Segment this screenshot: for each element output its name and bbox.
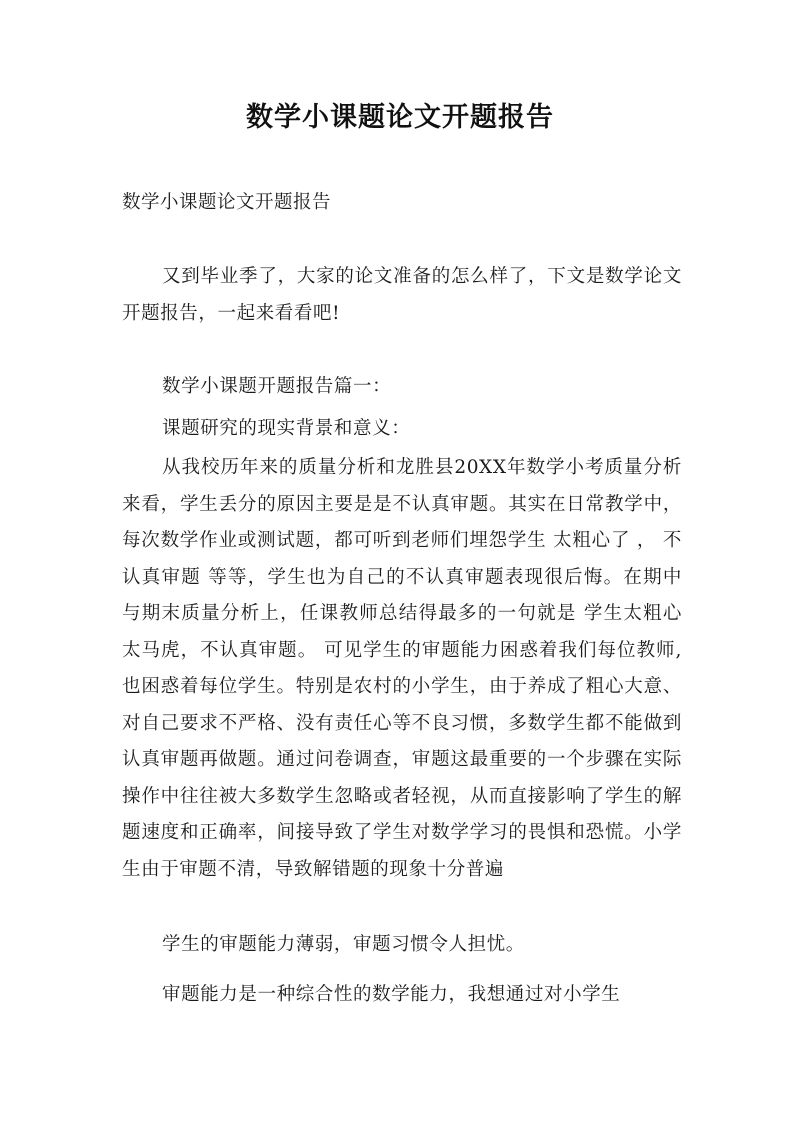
document-title: 数学小课题论文开题报告 xyxy=(246,102,554,133)
paragraph-line: 学生的审题能力薄弱，审题习惯令人担忧。 xyxy=(162,934,525,955)
document-subtitle: 数学小课题论文开题报告 xyxy=(122,192,332,213)
intro-paragraph xyxy=(122,258,682,332)
subsection-heading: 课题研究的现实背景和意义： xyxy=(162,418,411,439)
main-paragraph-text: 从我校历年来的质量分析和龙胜县20XX年数学小考质量分析来看，学生丢分的原因主要是是不认真审题。其实在日常教学中，每次数学作业或测试题，都可听到老师们埋怨学生 太粗心了 ， 不认真审题 等等，学生也为自己的不认真审题表现很后悔。在期中与期末质量分析上，任课教师总结得最多的一句就是 学生太粗心太马虎，不认真审题。 可见学生的审题能力困惑着我们每位教师,也困惑着每位学生。特别是农村的小学生，由于养成了粗心大意、对自己要求不严格、没有责任心等不良习惯，多数学生都不能做到认真审题再做题。通过问卷调查，审题这最重要的一个步骤在实际操作中往往被大多数学生忽略或者轻视，从而直接影响了学生的解题速度和正确率，间接导致了学生对数学学习的畏惧和恐慌。小学生由于审题不清，导致解错题的现象十分普遍 xyxy=(122,457,682,880)
paragraph-start: 审题能力是一种综合性的数学能力，我想通过对小学生 xyxy=(162,984,621,1005)
section-heading: 数学小课题开题报告篇一： xyxy=(162,376,392,397)
intro-text: 又到毕业季了，大家的论文准备的怎么样了，下文是数学论文开题报告，一起来看看吧! xyxy=(122,266,682,324)
main-paragraph xyxy=(122,450,682,888)
